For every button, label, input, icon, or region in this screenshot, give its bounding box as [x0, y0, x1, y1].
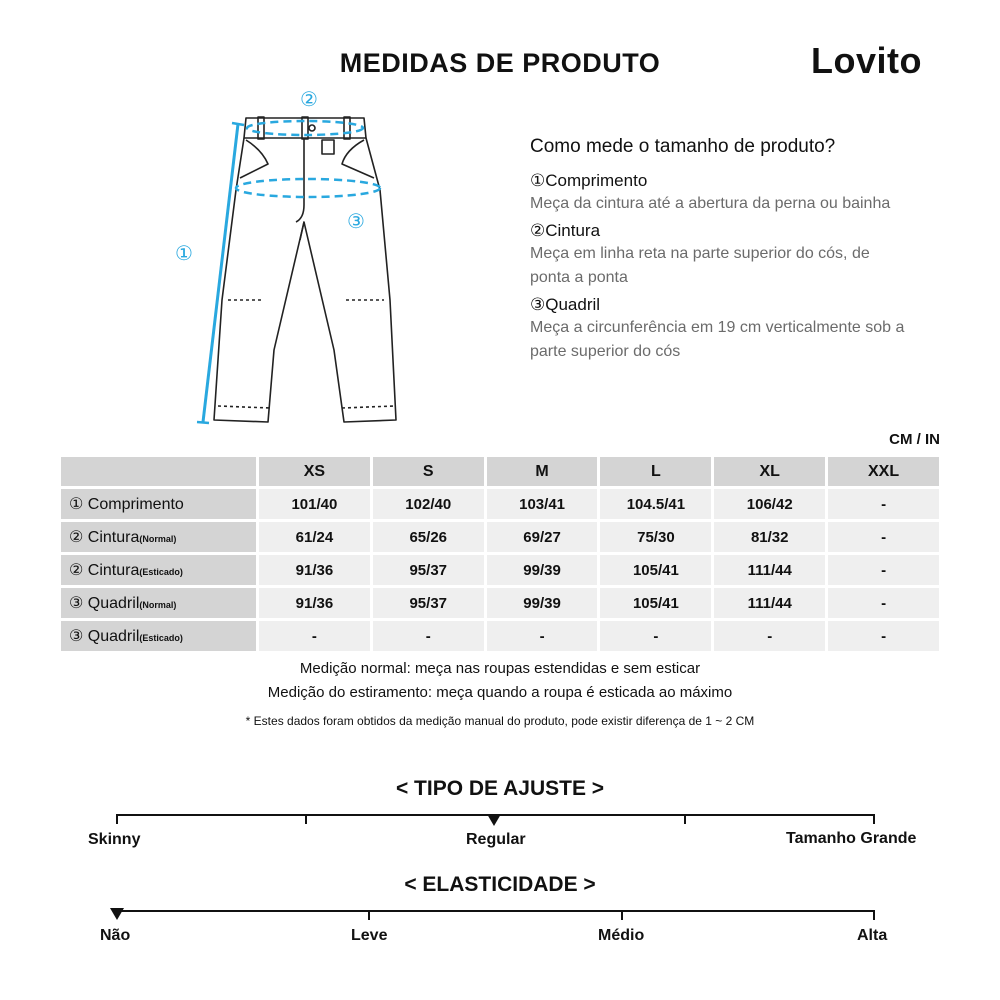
elasticity-label-high: Alta [857, 927, 888, 944]
unit-label: CM / IN [889, 431, 940, 448]
instruction-heading: ①Comprimento [530, 171, 648, 190]
elasticity-selected-marker [110, 908, 124, 920]
instruction-desc: Meça em linha reta na parte superior do cós, de ponta a ponta [530, 245, 870, 286]
table-row [61, 621, 939, 651]
instructions-question: Como mede o tamanho de produto? [530, 136, 836, 157]
row-label-qualifier: (Esticado) [139, 633, 183, 643]
instruction-heading: ③Quadril [530, 295, 601, 314]
table-corner-cell [61, 457, 256, 486]
row-label-text: ③ Quadril [69, 595, 140, 612]
marker-length: ① [175, 241, 193, 265]
fit-title: < TIPO DE AJUSTE > [395, 777, 605, 800]
table-cell: - [828, 555, 939, 585]
row-label [61, 555, 256, 585]
size-table [58, 454, 942, 654]
elasticity-scale [0, 896, 1000, 936]
row-label-text: ② Cintura [69, 529, 140, 546]
note-disclaimer: * Estes dados foram obtidos da medição manual do produto, pode existir diferença de 1 ~ 2 CM [245, 714, 755, 728]
measure-instructions [530, 136, 910, 364]
table-cell: 81/32 [714, 522, 825, 552]
marker-waist: ② [300, 87, 318, 111]
fit-label-regular: Regular [466, 831, 526, 848]
marker-hip: ③ [347, 209, 365, 233]
table-cell: 75/30 [600, 522, 711, 552]
instruction-desc: Meça a circunferência em 19 cm verticalmente sob a parte superior do cós [530, 319, 905, 360]
table-cell: 99/39 [487, 588, 598, 618]
table-header-row [61, 457, 939, 486]
table-cell: 102/40 [373, 489, 484, 519]
table-cell: - [714, 621, 825, 651]
row-label [61, 489, 256, 519]
table-cell: 106/42 [714, 489, 825, 519]
fit-selected-marker [487, 814, 501, 826]
brand-logo: Lovito [811, 40, 922, 81]
table-cell: - [828, 621, 939, 651]
length-measure-line [197, 123, 244, 423]
table-cell: 101/40 [259, 489, 370, 519]
row-label-qualifier: (Normal) [139, 534, 177, 544]
table-cell: 104.5/41 [600, 489, 711, 519]
instruction-heading: ②Cintura [530, 221, 601, 240]
instruction-length [530, 170, 910, 216]
note-normal: Medição normal: meça nas roupas estendidas e sem esticar [299, 660, 701, 677]
table-cell: 65/26 [373, 522, 484, 552]
fit-label-oversize: Tamanho Grande [786, 830, 917, 847]
elasticity-label-medium: Médio [598, 927, 645, 944]
elasticity-label-light: Leve [351, 927, 388, 944]
hip-measure-line [236, 179, 380, 197]
page-title: MEDIDAS DE PRODUTO [339, 48, 661, 78]
table-cell: - [828, 489, 939, 519]
row-label-qualifier: (Esticado) [139, 567, 183, 577]
table-cell: - [600, 621, 711, 651]
size-header: M [487, 457, 598, 486]
note-stretch: Medição do estiramento: meça quando a roupa é esticada ao máximo [267, 684, 733, 701]
table-cell: 61/24 [259, 522, 370, 552]
table-cell: - [259, 621, 370, 651]
table-row [61, 522, 939, 552]
table-cell: 91/36 [259, 555, 370, 585]
table-cell: - [828, 522, 939, 552]
size-header: S [373, 457, 484, 486]
table-row [61, 489, 939, 519]
row-label-text: ③ Quadril [69, 628, 140, 645]
row-label-text: ① Comprimento [69, 496, 184, 513]
table-row [61, 588, 939, 618]
table-cell: 103/41 [487, 489, 598, 519]
table-cell: - [828, 588, 939, 618]
instruction-desc: Meça da cintura até a abertura da perna ou bainha [530, 195, 891, 212]
table-cell: 105/41 [600, 555, 711, 585]
table-cell: 111/44 [714, 588, 825, 618]
elasticity-title: < ELASTICIDADE > [404, 873, 596, 896]
row-label-text: ② Cintura [69, 562, 140, 579]
row-label-qualifier: (Normal) [139, 600, 177, 610]
row-label [61, 522, 256, 552]
table-cell: - [487, 621, 598, 651]
row-label [61, 588, 256, 618]
table-cell: 91/36 [259, 588, 370, 618]
table-cell: 99/39 [487, 555, 598, 585]
table-cell: 95/37 [373, 555, 484, 585]
fit-label-skinny: Skinny [88, 831, 141, 848]
instruction-waist [530, 220, 910, 290]
pants-diagram [150, 82, 410, 432]
size-header: L [600, 457, 711, 486]
size-header: XXL [828, 457, 939, 486]
table-cell: 105/41 [600, 588, 711, 618]
pants-outline [214, 117, 396, 422]
table-cell: - [373, 621, 484, 651]
table-cell: 111/44 [714, 555, 825, 585]
size-header: XS [259, 457, 370, 486]
table-cell: 69/27 [487, 522, 598, 552]
row-label [61, 621, 256, 651]
table-row [61, 555, 939, 585]
table-cell: 95/37 [373, 588, 484, 618]
size-header: XL [714, 457, 825, 486]
elasticity-label-none: Não [100, 927, 131, 944]
instruction-hip [530, 294, 910, 364]
